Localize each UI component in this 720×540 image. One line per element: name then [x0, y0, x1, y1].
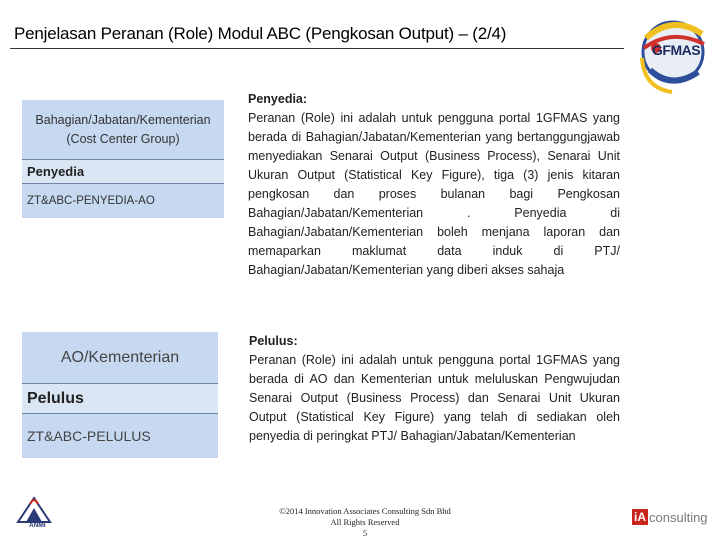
ia-consulting-logo	[632, 508, 708, 526]
page-number: 5	[362, 528, 368, 538]
pelulus-role-code: ZT&ABC-PELULUS	[27, 428, 151, 444]
pelulus-body: Peranan (Role) ini adalah untuk pengguna portal 1GFMAS yang berada di AO dan Kementerian untuk meluluskan Pengwujudan Senarai Output (Business Process) dan Senarai Unit Ukuran Output (Statistical Key Figure) yang telah di sediakan oleh penyedia di peringkat PTJ/ Bahagian/Jabatan/Kementerian	[249, 353, 620, 443]
penyedia-heading: Penyedia:	[248, 92, 308, 106]
penyedia-header-line2: (Cost Center Group)	[66, 131, 180, 146]
footer-copyright: ©2014 Innovation Associates Consulting Sdn Bhd	[279, 506, 451, 516]
penyedia-header-line1: Bahagian/Jabatan/Kementerian	[35, 112, 211, 127]
footer-rights: All Rights Reserved	[330, 517, 400, 527]
pelulus-role-name: Pelulus	[22, 384, 218, 414]
title-divider	[10, 48, 624, 49]
gfmas-logo	[632, 8, 714, 100]
anmi-logo-text: ANMI	[29, 522, 46, 529]
pelulus-description	[249, 332, 620, 446]
penyedia-role-name: Penyedia	[22, 160, 224, 184]
penyedia-description	[248, 90, 620, 280]
penyedia-role-table	[22, 100, 224, 218]
pelulus-table-header: AO/Kementerian	[22, 332, 218, 384]
ia-logo-text: consulting	[649, 509, 708, 525]
pelulus-heading: Pelulus:	[249, 334, 298, 348]
slide-title: Penjelasan Peranan (Role) Modul ABC (Pengkosan Output) – (2/4)	[14, 24, 507, 43]
penyedia-body: Peranan (Role) ini adalah untuk pengguna portal 1GFMAS yang berada di Bahagian/Jabatan/Kementerian yang bertanggungjawab menyediakan Senarai Output (Business Process), Senarai Unit Ukuran Output (Statistical Key Figure), tiga (3) jenis kitaran pengkosan dan proses bulanan bagi Pengkosan Bahagian/Jabatan/Kementerian . Penyedia di Bahagian/Jabatan/Kementerian boleh menjana laporan dan memaparkan maklumat data induk di PTJ/ Bahagian/Jabatan/Kementerian yang diberi akses sahaja	[248, 111, 620, 277]
gfmas-logo-text: GFMAS	[652, 42, 701, 58]
ia-logo-box: iA	[634, 510, 646, 524]
footer	[250, 506, 480, 539]
pelulus-role-table	[22, 332, 218, 458]
penyedia-role-code: ZT&ABC-PENYEDIA-AO	[27, 195, 155, 207]
penyedia-table-header	[22, 100, 224, 160]
anmi-logo	[10, 494, 58, 534]
